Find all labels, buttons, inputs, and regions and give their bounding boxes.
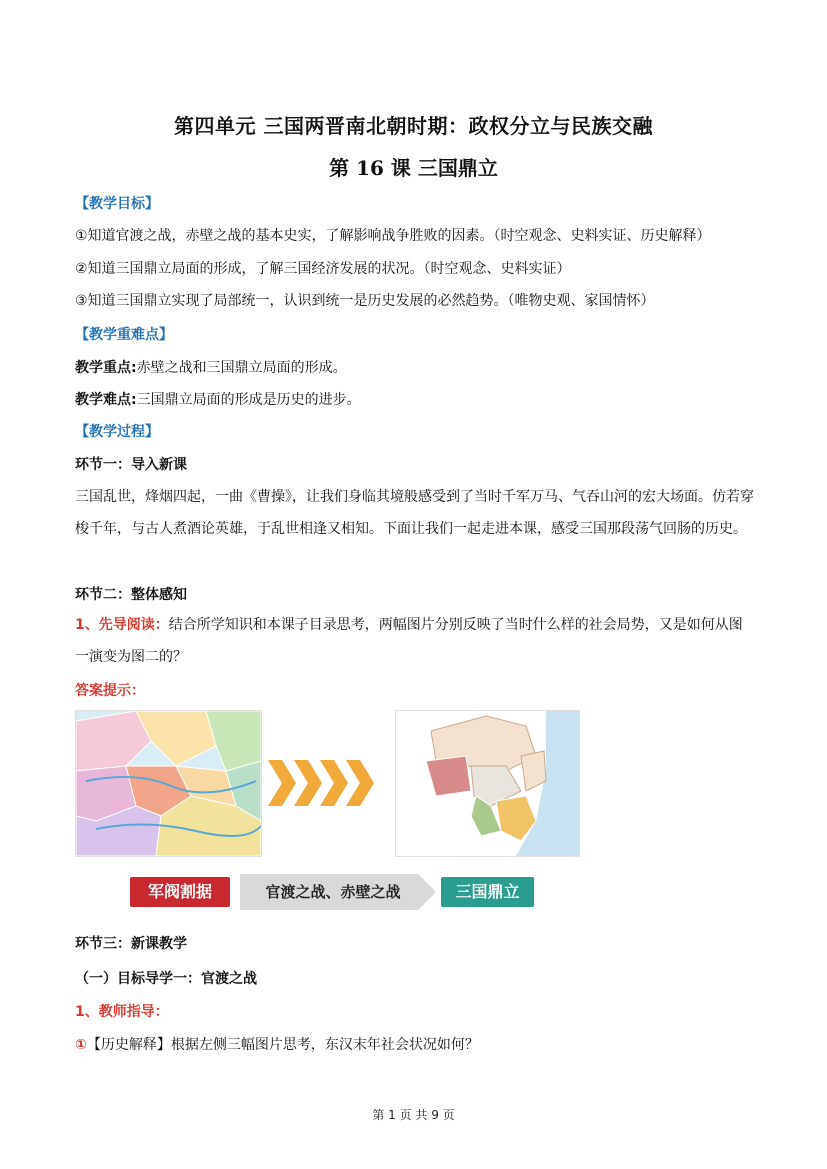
goals-heading: 【教学目标】 — [75, 196, 159, 212]
three-kingdoms-map-image — [395, 710, 580, 857]
focus-line — [75, 358, 765, 378]
warlord-map-graphic — [76, 711, 261, 856]
unit-title: 第四单元 三国两晋南北朝时期：政权分立与民族交融 — [174, 114, 653, 138]
step1-title: 环节一：导入新课 — [75, 457, 187, 473]
process-heading: 【教学过程】 — [75, 424, 159, 440]
question-text: 【历史解释】根据左侧三幅图片思考，东汉末年社会状况如何？ — [86, 1037, 479, 1053]
reading-paragraph — [75, 609, 755, 673]
question-line — [75, 1035, 765, 1055]
goal-item-1: ①知道官渡之战，赤壁之战的基本史实，了解影响战争胜败的因素。（时空观念、史料实证、历史解释） — [75, 228, 711, 244]
answer-label: 答案提示： — [75, 683, 145, 699]
three-kingdoms-map-graphic — [396, 711, 579, 856]
subsection-title: （一）目标导学一：官渡之战 — [75, 971, 257, 987]
difficulty-line — [75, 390, 765, 410]
difficulty-label: 教学难点: — [75, 392, 137, 408]
page-footer: 第 1 页 共 9 页 — [372, 1108, 455, 1122]
goal-item-3: ③知道三国鼎立实现了局部统一，认识到统一是历史发展的必然趋势。（唯物史观、家国情怀） — [75, 293, 655, 309]
chevron-arrows-icon — [268, 760, 380, 806]
flow-three-kingdoms-box: 三国鼎立 — [441, 877, 534, 907]
focus-label: 教学重点: — [75, 360, 137, 376]
step3-title: 环节三：新课教学 — [75, 936, 187, 952]
reading-text: 结合所学知识和本课子目录思考，两幅图片分别反映了当时什么样的社会局势，又是如何从图一演变为图二的？ — [75, 617, 743, 665]
warlord-map-image — [75, 710, 262, 857]
flow-warlord-box: 军阀割据 — [130, 877, 230, 907]
question-number: ① — [75, 1037, 87, 1053]
step1-text: 三国乱世，烽烟四起，一曲《曹操》，让我们身临其境般感受到了当时千军万马、气吞山河的宏大场面。仿若穿梭千年，与古人煮酒论英雄，于乱世相逢又相知。下面让我们一起走进本课，感受三国那段荡气回肠的历史。 — [75, 489, 754, 537]
lesson-title: 第 16 课 三国鼎立 — [329, 156, 498, 180]
key-points-heading: 【教学重难点】 — [75, 327, 173, 343]
flow-battles-label: 官渡之战、赤壁之战 — [265, 883, 401, 901]
reading-label: 1、先导阅读： — [75, 617, 169, 633]
focus-text: 赤壁之战和三国鼎立局面的形成。 — [136, 360, 347, 376]
goal-item-2: ②知道三国鼎立局面的形成，了解三国经济发展的状况。（时空观念、史料实证） — [75, 261, 571, 277]
guide-label: 1、教师指导： — [75, 1004, 169, 1020]
step2-title: 环节二：整体感知 — [75, 587, 187, 603]
difficulty-text: 三国鼎立局面的形成是历史的进步。 — [136, 392, 361, 408]
